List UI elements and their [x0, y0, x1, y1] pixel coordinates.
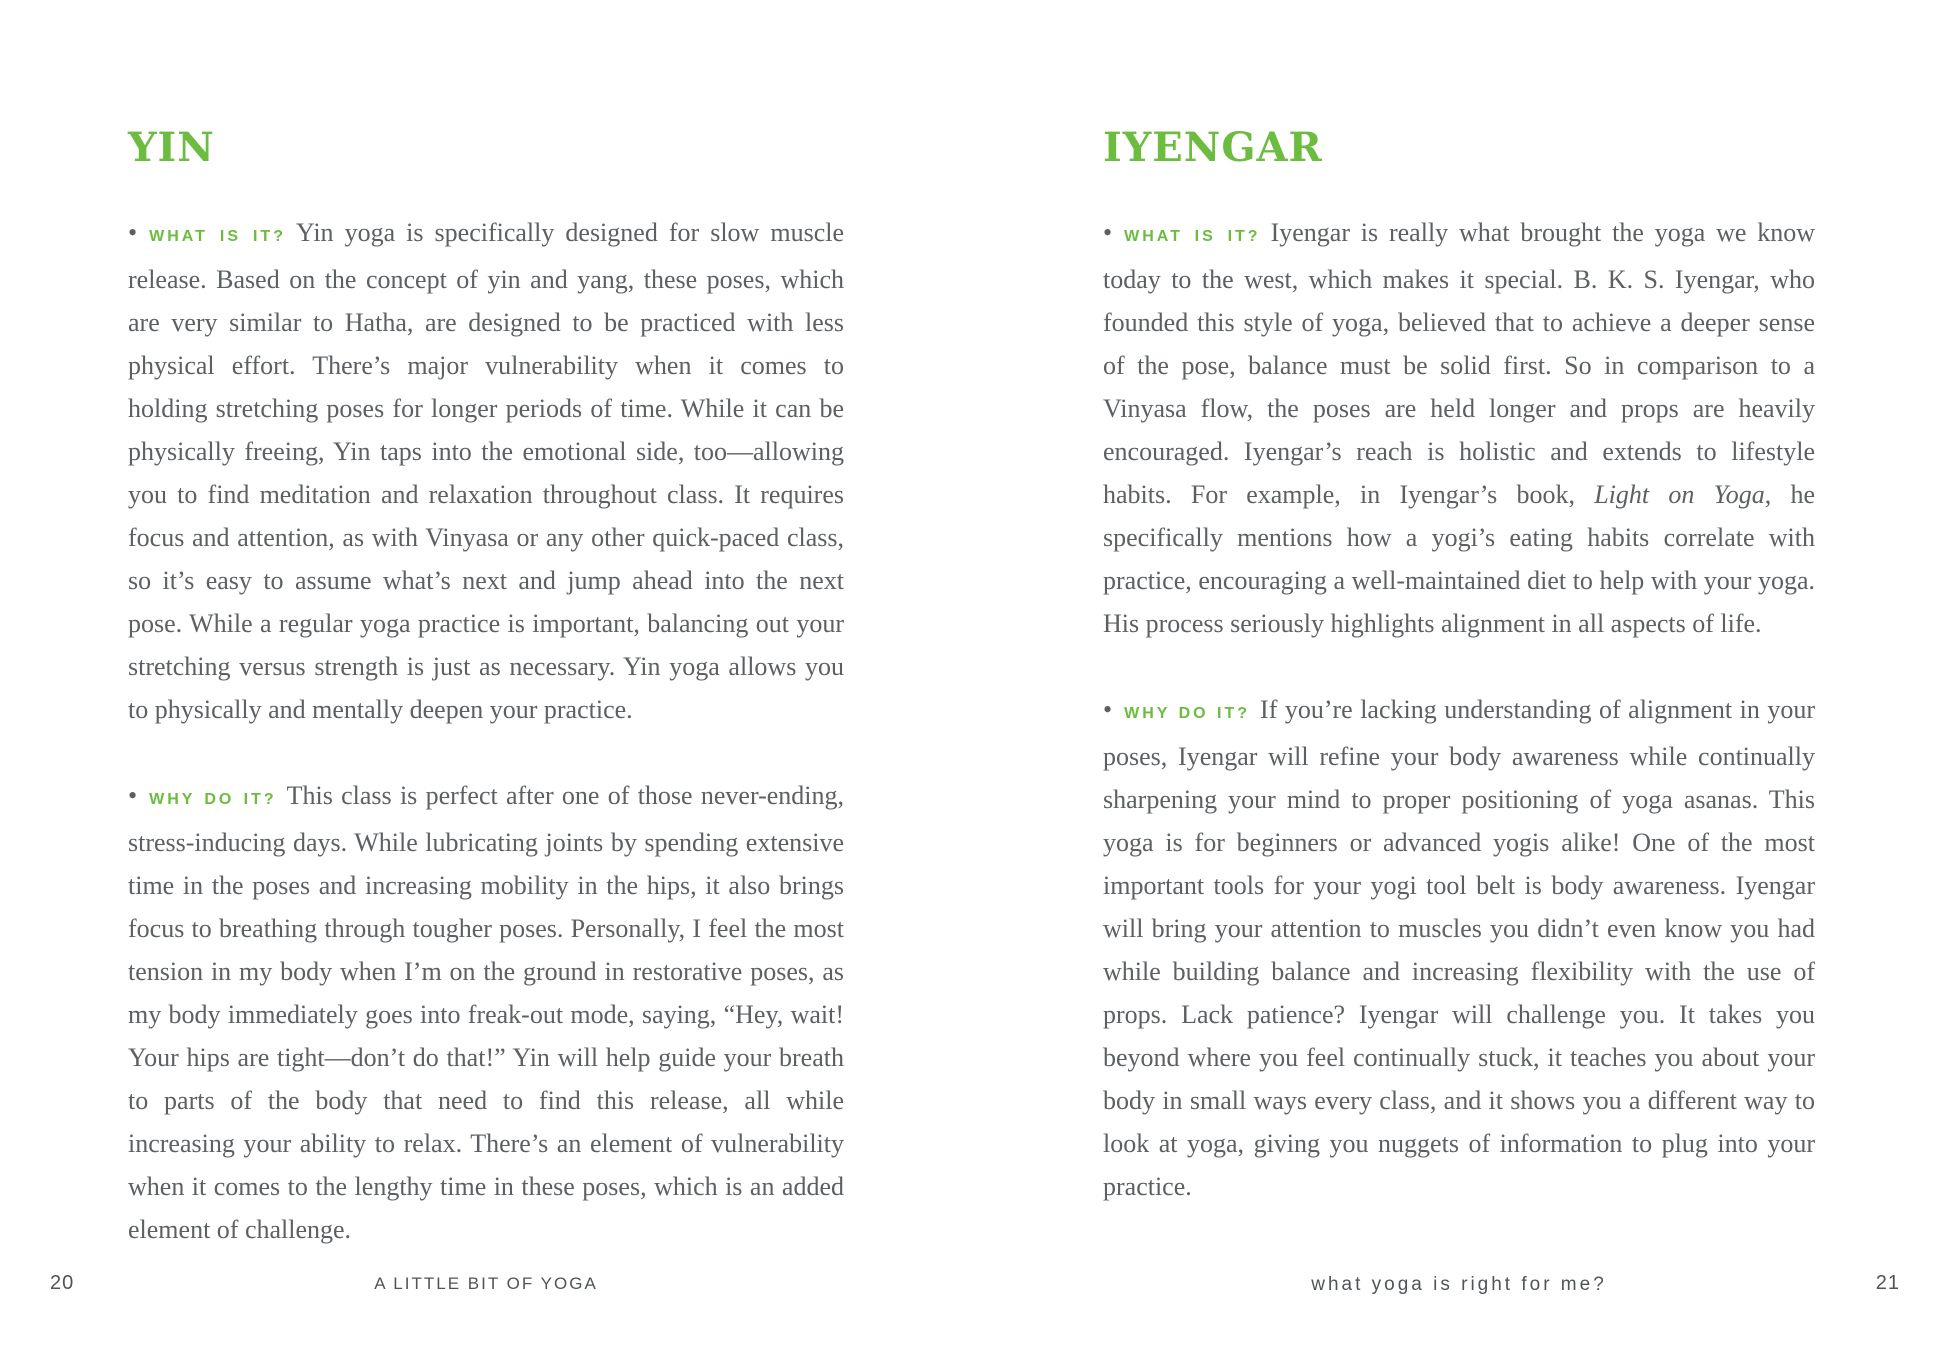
bullet-icon: •: [128, 781, 138, 810]
bullet-icon: •: [1103, 695, 1113, 724]
book-title-light-on-yoga: Light on Yoga: [1594, 480, 1765, 509]
running-title-book: A LITTLE BIT OF YOGA: [374, 1274, 598, 1293]
why-do-it-label: WHY DO IT?: [149, 791, 277, 808]
running-title-chapter: what yoga is right for me?: [1311, 1274, 1607, 1295]
page-number-left: 20: [50, 1272, 75, 1294]
bullet-icon: •: [1103, 218, 1113, 247]
page-title-iyengar: IYENGAR: [1103, 124, 1323, 171]
iyengar-what-is-it-paragraph: [1103, 211, 1815, 645]
what-is-it-label: WHAT IS IT?: [1124, 228, 1261, 245]
bullet-icon: •: [128, 218, 138, 247]
page-title-yin: YIN: [128, 124, 215, 171]
page-number-right: 21: [1875, 1272, 1900, 1294]
paragraph-text-start: Iyengar is really what brought the yoga we know today to the west, which makes it special. B. K. S. Iyengar, who founded this style of yoga, believed that to achieve a deeper sense of the pose, balance must be solid first. So in comparison to a Vinyasa flow, the poses are held longer and props are heavily encouraged. Iyengar’s reach is holistic and extends to lifestyle habits. For example, in Iyengar’s book,: [1103, 218, 1815, 509]
paragraph-text-end: , he specifically mentions how a yogi’s eating habits correlate with practice, encouraging a well-maintained diet to help with your yoga. His process seriously highlights alignment in all aspects of life.: [1103, 480, 1815, 638]
iyengar-why-do-it-paragraph: [1103, 688, 1815, 1208]
why-do-it-label: WHY DO IT?: [1124, 705, 1251, 722]
left-page: [128, 126, 844, 1251]
paragraph-text: Yin yoga is specifically designed for slow muscle release. Based on the concept of yin and yang, these poses, which are very similar to Hatha, are designed to be practiced with less physical effort. There’s major vulnerability when it comes to holding stretching poses for longer periods of time. While it can be physically freeing, Yin taps into the emotional side, too—allowing you to find meditation and relaxation throughout class. It requires focus and attention, as with Vinyasa or any other quick-paced class, so it’s easy to assume what’s next and jump ahead into the next pose. While a regular yoga practice is important, balancing out your stretching versus strength is just as necessary. Yin yoga allows you to physically and mentally deepen your practice.: [128, 218, 845, 724]
yin-what-is-it-paragraph: [128, 211, 844, 731]
what-is-it-label: WHAT IS IT?: [149, 228, 286, 245]
paragraph-text: If you’re lacking understanding of alignment in your poses, Iyengar will refine your body awareness while continually sharpening your mind to proper positioning of yoga asanas. This yoga is for beginners or advanced yogis alike! One of the most important tools for your yogi tool belt is body awareness. Iyengar will bring your attention to muscles you didn’t even know you had while building balance and increasing flexibility with the use of props. Lack patience? Iyengar will challenge you. It takes you beyond where you feel continually stuck, it teaches you about your body in small ways every class, and it shows you a different way to look at yoga, giving you nuggets of information to plug into your practice.: [1103, 695, 1816, 1201]
yin-why-do-it-paragraph: [128, 774, 844, 1251]
right-page: [1103, 126, 1815, 1208]
paragraph-text: This class is perfect after one of those never-ending, stress-inducing days. While lubricating joints by spending extensive time in the poses and increasing mobility in the hips, it also brings focus to breathing through tougher poses. Personally, I feel the most tension in my body when I’m on the ground in restorative poses, as my body immediately goes into freak-out mode, saying, “Hey, wait! Your hips are tight—don’t do that!” Yin will help guide your breath to parts of the body that need to find this release, all while increasing your ability to relax. There’s an element of vulnerability when it comes to the lengthy time in these poses, which is an added element of challenge.: [128, 781, 845, 1244]
